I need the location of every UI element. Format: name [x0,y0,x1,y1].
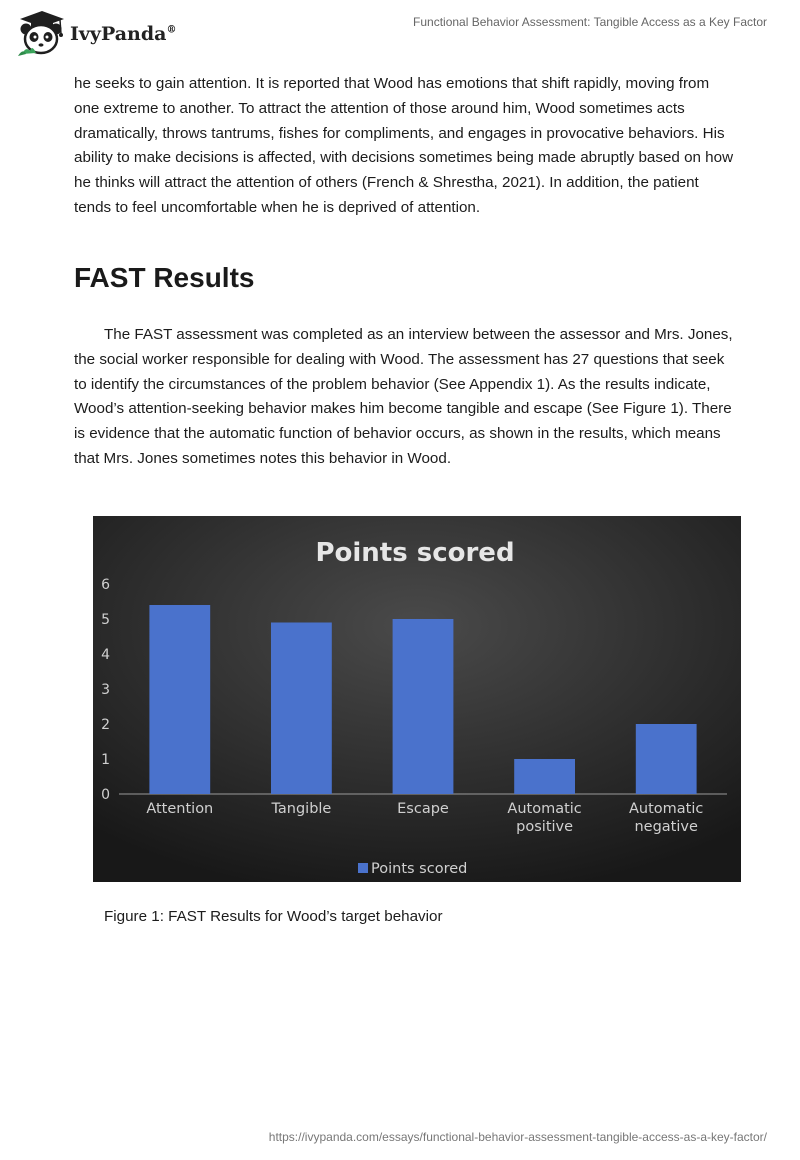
body-paragraph-1: he seeks to gain attention. It is reported that Wood has emotions that shift rapidly, moving from one extreme to another. To attract the attention of those around him, Wood sometimes acts dramatically, throws tantrums, fishes for compliments, and engages in provocative behaviors. His ability to make decisions is affected, with decisions sometimes being made abruptly based on how he thinks will attract the attention of others (French & Shrestha, 2021). In addition, the patient tends to feel uncomfortable when he is deprived of attention. [74,75,734,216]
bar-chart-svg [93,516,741,882]
source-url[interactable]: https://ivypanda.com/essays/functional-behavior-assessment-tangible-access-as-a-key-factor/ [268,1130,767,1144]
x-tick-label: positive [516,819,574,835]
bar [514,759,575,794]
document-title: Functional Behavior Assessment: Tangible Access as a Key Factor [413,15,767,29]
y-tick-label: 1 [101,752,110,768]
y-tick-label: 4 [101,647,110,663]
legend-label: Points scored [371,861,468,877]
registered-mark: ® [166,24,177,36]
x-tick-label: Attention [146,801,214,817]
y-tick-label: 2 [101,717,110,733]
bar [636,724,697,794]
y-tick-label: 0 [101,787,110,803]
y-tick-label: 6 [101,577,110,593]
x-tick-label: Tangible [271,801,332,817]
x-tick-label: Automatic [507,801,582,817]
brand-name: IvyPanda® [70,23,177,45]
panda-mascot-icon [14,10,66,56]
y-tick-label: 3 [101,682,110,698]
chart-legend [358,861,467,877]
bar [271,623,332,795]
legend-swatch [358,863,368,873]
x-tick-label: Automatic [629,801,704,817]
x-tick-label: negative [634,819,698,835]
bar [149,605,210,794]
body-paragraph-2: The FAST assessment was completed as an interview between the assessor and Mrs. Jones, the social worker responsible for dealing with Wood. The assessment has 27 questions that seek to identify the circumstances of the problem behavior (See Appendix 1). As the results indicate, Wood’s attention-seeking behavior makes him become tangible and escape (See Figure 1). There is evidence that the automatic function of behavior occurs, as shown in the results, which means that Mrs. Jones sometimes notes this behavior in Wood. [74,326,733,467]
page-header [0,0,800,64]
y-tick-label: 5 [101,612,110,628]
fast-results-chart [93,516,741,882]
figure-caption: Figure 1: FAST Results for Wood’s target behavior [104,908,443,925]
section-heading: FAST Results [74,262,255,293]
ivypanda-logo[interactable] [14,10,176,56]
bar [393,619,454,794]
chart-title: Points scored [315,538,515,568]
x-tick-label: Escape [397,801,449,817]
